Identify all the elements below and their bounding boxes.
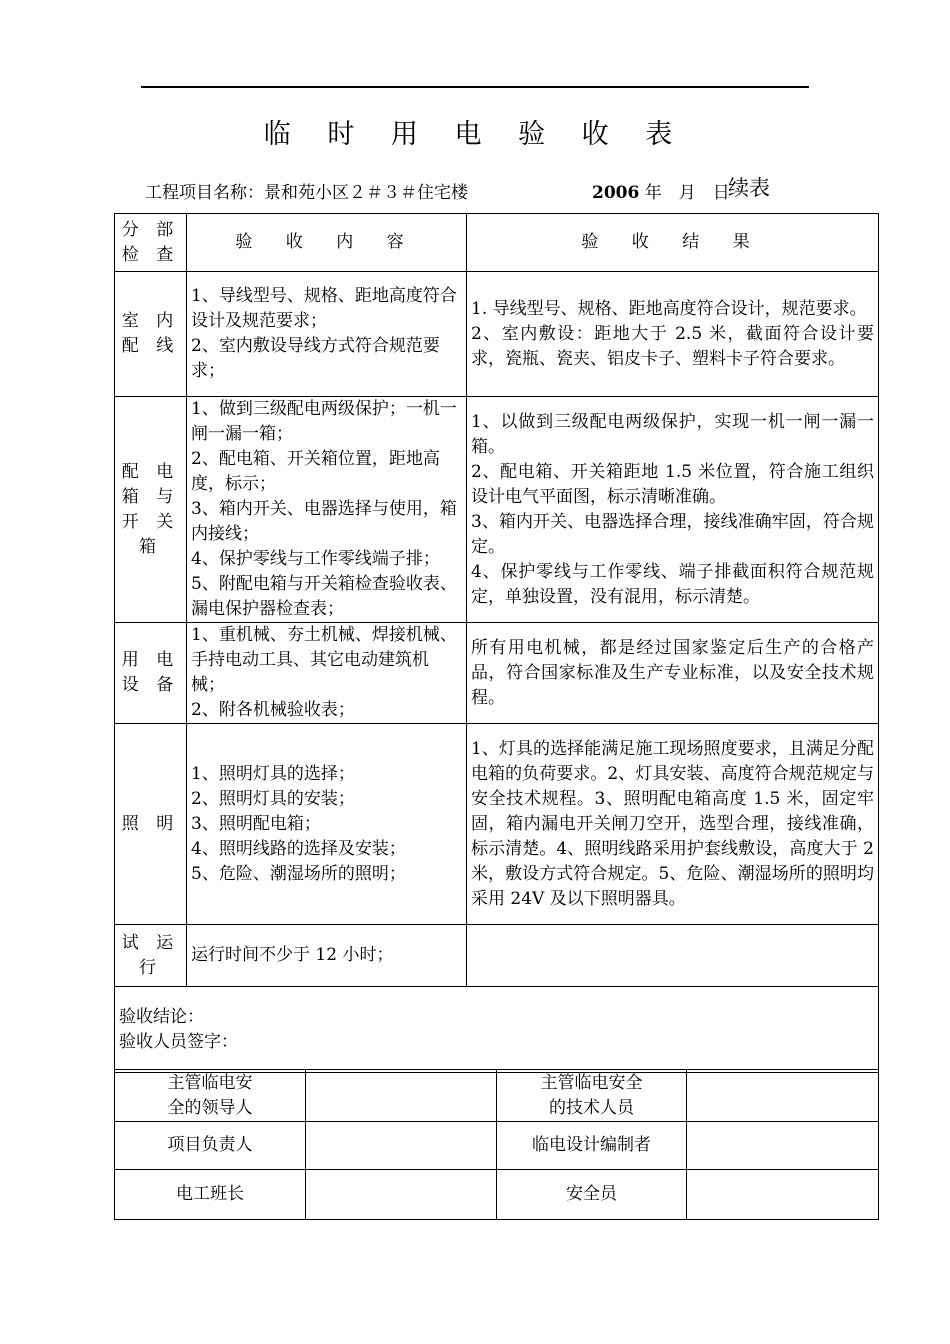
row-lighting [115,724,879,925]
signature-table [114,1069,879,1220]
row-electrical-equipment [115,623,879,724]
signature-field[interactable] [306,1170,497,1220]
content-line: 1、照明灯具的选择； [191,763,355,784]
row-distribution-box [115,397,879,623]
content-line: 4、保护零线与工作零线端子排； [191,549,440,569]
category-line: 箱 与 [121,486,180,507]
content-line: 2、室内敷设导线方式符合规范要求； [191,336,440,381]
role-line: 安全员 [566,1184,617,1204]
signature-role [115,1122,306,1170]
row-content [187,623,467,724]
row-category [115,397,187,623]
row-category [115,272,187,397]
row-category [115,724,187,925]
header-result: 验 收 结 果 [467,214,879,272]
header-category-line: 检 查 [121,244,180,265]
content-line: 1、做到三级配电两级保护；一机一闸一漏一箱； [191,399,457,444]
category-line: 用 电 [121,650,180,670]
row-result [467,272,879,397]
signature-field[interactable] [687,1122,879,1170]
row-content [187,724,467,925]
role-line: 电工班长 [176,1184,244,1204]
continued-label: 续表 [728,176,770,200]
conclusion-cell [115,987,879,1073]
row-result [467,724,879,925]
content-line: 2、照明灯具的安装； [191,788,355,809]
result-line: 2、室内敷设：距地大于 2.5 米，截面符合设计要求，瓷瓶、瓷夹、铝皮卡子、塑料卡子符合要求。 [471,323,874,369]
role-line: 的技术人员 [549,1097,634,1118]
row-content [187,272,467,397]
signature-role [115,1170,306,1220]
inspection-table [114,213,879,1073]
content-line: 4、照明线路的选择及安装； [191,838,406,859]
role-line: 项目负责人 [167,1135,253,1155]
year: 2006 [592,183,640,203]
category-line: 开 关 [121,511,180,532]
row-category [115,623,187,724]
row-trial-run [115,925,879,987]
row-result [467,397,879,623]
header-content: 验 收 内 容 [187,214,467,272]
conclusion-label: 验收结论： [119,1007,204,1027]
signature-field[interactable] [306,1070,497,1122]
page-title: 临 时 用 电 验 收 表 [263,119,687,150]
row-result-empty [467,925,879,987]
category-line: 设 备 [121,675,180,695]
role-line: 临电设计编制者 [532,1135,651,1155]
result-line: 1. 导线型号、规格、距地高度符合设计，规范要求。 [471,298,867,319]
signature-field[interactable] [687,1170,879,1220]
category-line: 配 线 [121,336,180,356]
content-line: 2、附各机械验收表； [191,700,355,720]
row-indoor-wiring [115,272,879,397]
header-category [115,214,187,272]
project-name: 工程项目名称：景和苑小区２＃３＃住宅楼 [145,183,468,203]
role-line: 主管临电安 [167,1072,253,1093]
header-row [115,214,879,272]
signature-role [497,1122,687,1170]
signature-field[interactable] [306,1122,497,1170]
content-line: 1、重机械、夯土机械、焊接机械、手持电动工具、其它电动建筑机械； [191,625,457,695]
category-line: 照 明 [121,813,180,834]
date-field [592,178,730,203]
signature-row [115,1070,879,1122]
result-line: 所有用电机械，都是经过国家鉴定后生产的合格产品，符合国家标准及生产专业标准，以及安全技术规程。 [471,637,874,708]
signature-role [115,1070,306,1122]
signature-role [497,1170,687,1220]
signature-role [497,1070,687,1122]
role-line: 全的领导人 [167,1097,253,1118]
category-line: 室 内 [121,311,180,331]
conclusion-row [115,987,879,1073]
result-line: 1、灯具的选择能满足施工现场照度要求，且满足分配电箱的负荷要求。2、灯具安装、高度符合规范规定与安全技术规程。3、照明配电箱高度 1.5 米，固定牢固，箱内漏电开关闸刀空开，选型合理，接线准确，标示清楚。4、照明线路采用护套线敷设，高度大于 2 米，敷设方式符合规定。5、危险、潮湿场所的照明均采用 24V 及以下照明器具。 [471,738,880,909]
category-line: 试 运 [121,932,180,953]
row-content [187,397,467,623]
content-line: 3、照明配电箱； [191,813,321,834]
content-line: 2、配电箱、开关箱位置，距地高度，标示； [191,449,440,494]
result-line: 4、保护零线与工作零线、端子排截面积符合规范规定，单独设置，没有混用，标示清楚。 [471,561,874,607]
category-line: 配 电 [121,461,180,482]
role-line: 主管临电安全 [540,1072,643,1093]
result-line: 3、箱内开关、电器选择合理，接线准确牢固，符合规定。 [471,511,874,557]
content-line: 1、导线型号、规格、距地高度符合设计及规范要求； [191,286,457,331]
row-content [187,925,467,987]
content-line: 5、危险、潮湿场所的照明； [191,863,406,884]
signature-row [115,1122,879,1170]
row-category [115,925,187,987]
category-line: 箱 [139,536,162,557]
signature-field[interactable] [687,1070,879,1122]
content-line: 5、附配电箱与开关箱检查验收表、漏电保护器检查表； [191,574,457,619]
result-line: 2、配电箱、开关箱距地 1.5 米位置，符合施工组织设计电气平面图，标示清晰准确。 [471,461,874,507]
content-line: 运行时间不少于 12 小时； [191,945,394,965]
top-rule [141,86,809,88]
signature-label: 验收人员签字： [119,1032,238,1052]
result-line: 1、以做到三级配电两级保护，实现一机一闸一漏一箱。 [471,411,874,457]
date-suffix: 年 月 日 [644,183,730,203]
row-result [467,623,879,724]
header-category-line: 分 部 [121,219,180,240]
content-line: 3、箱内开关、电器选择与使用，箱内接线； [191,499,457,544]
category-line: 行 [139,957,162,978]
signature-row [115,1170,879,1220]
